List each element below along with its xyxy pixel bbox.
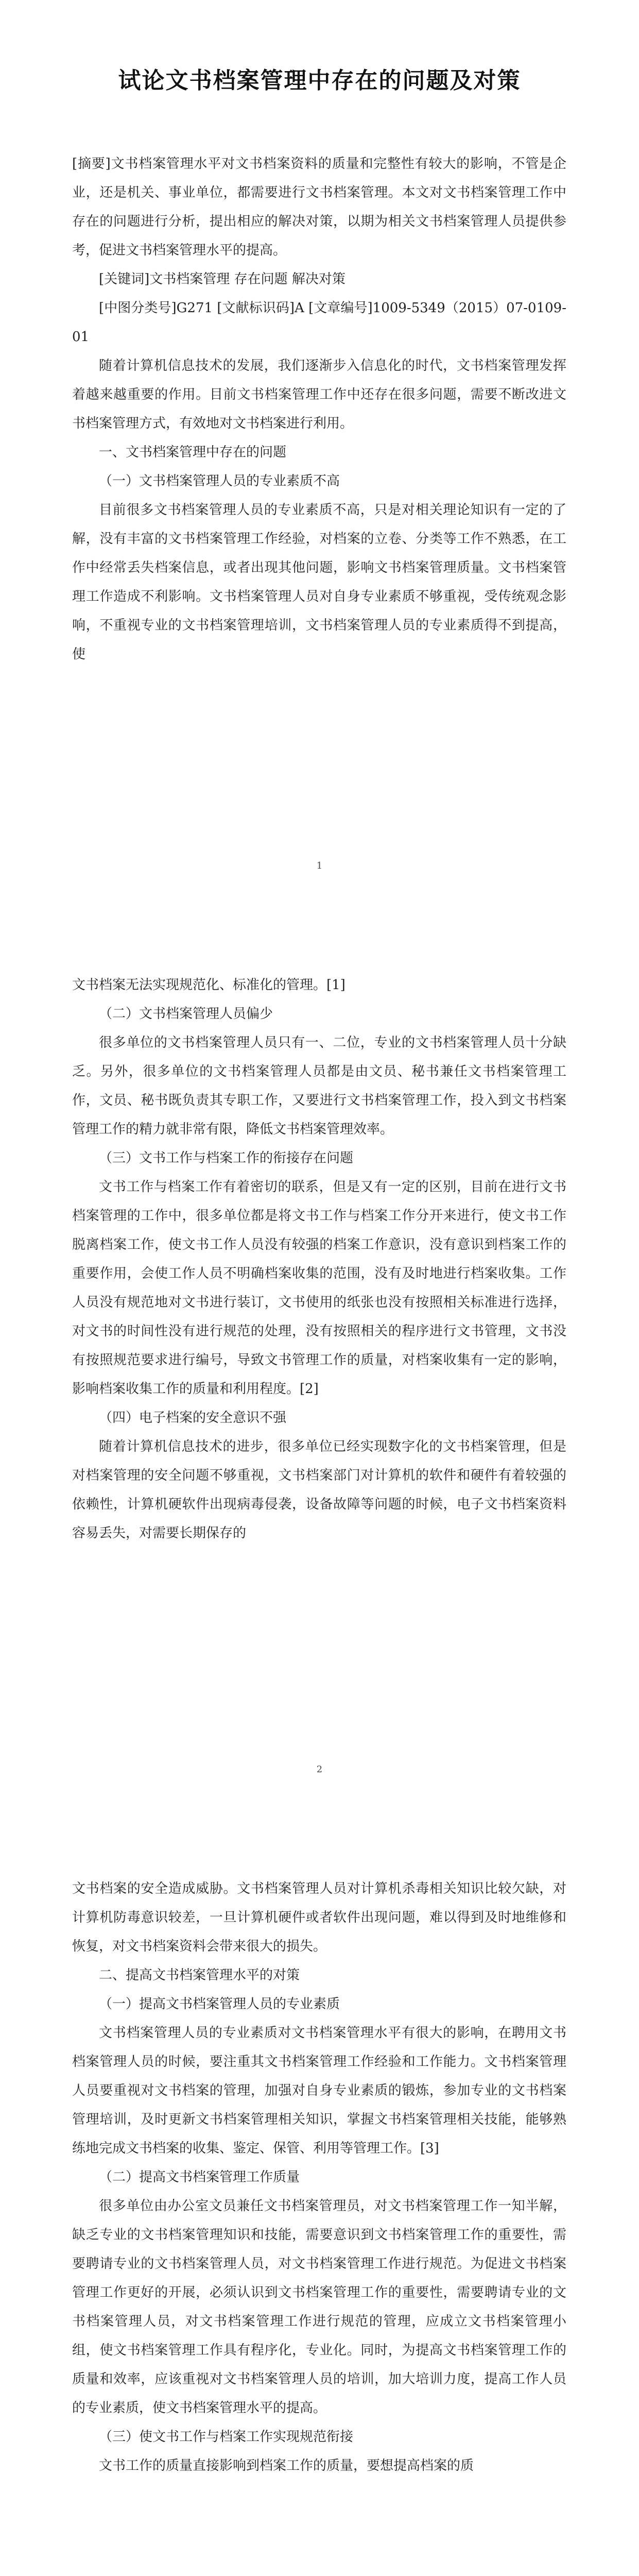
body-paragraph: 文书工作的质量直接影响到档案工作的质量，要想提高档案的质 (99, 2458, 474, 2473)
subsection-heading: （一）提高文书档案管理人员的专业素质 (99, 1996, 340, 2012)
subsection-heading: （一）文书档案管理人员的专业素质不高 (99, 473, 340, 489)
subsection-heading: （二）文书档案管理人员偏少 (99, 1006, 273, 1022)
body-paragraph: 很多单位由办公室文员兼任文书档案管理员，对文书档案管理工作一知半解，缺乏专业的文书档案管理知识和技能，需要意识到文书档案管理工作的重要性，需要聘请专业的文书档案管理人员，对文书档案管理工作进行规范。为促进文书档案管理工作更好的开展，必须认识到文书档案管理工作的重要性，需要聘请专业的文书档案管理人员，对文书档案管理工作进行规范的管理，应成立文书档案管理小组，使文书档案管理工作具有程序化，专业化。同时，为提高文书档案管理工作的质量和效率，应该重视对文书档案管理人员的培训，加大培训力度，提高工作人员的专业素质，使文书档案管理水平的提高。 (72, 2198, 566, 2416)
body-paragraph: 文书档案的安全造成威胁。文书档案管理人员对计算机杀毒相关知识比较欠缺，对计算机防毒意识较差，一旦计算机硬件或者软件出现问题，难以得到及时地维修和恢复，对文书档案资料会带来很大的损失。 (72, 1881, 566, 1954)
body-paragraph: 随着计算机信息技术的发展，我们逐渐步入信息化的时代，文书档案管理发挥着越来越重要的作用。目前文书档案管理工作中还存在很多问题，需要不断改进文书档案管理方式，有效地对文书档案进行利用。 (72, 358, 566, 431)
body-paragraph: 文书工作与档案工作有着密切的联系，但是又有一定的区别，目前在进行文书档案管理的工作中，很多单位都是将文书工作与档案工作分开来进行，使文书工作脱离档案工作，使文书工作人员没有较强的档案工作意识，没有意识到档案工作的重要作用，会使工作人员不明确档案收集的范围，没有及时地进行档案收集。工作人员没有规范地对文书进行装订，文书使用的纸张也没有按照相关标准进行选择，对文书的时间性没有进行规范的处理，没有按照相关的程序进行文书管理，文书没有按照规范要求进行编号，导致文书管理工作的质量，对档案收集有一定的影响，影响档案收集工作的质量和利用程度。[2] (72, 1179, 566, 1397)
classification-paragraph: [中图分类号]G271 [文献标识码]A [文章编号]1009-5349（2015）07-0109-01 (72, 300, 566, 345)
page-body (72, 971, 566, 1548)
subsection-heading: （二）提高文书档案管理工作质量 (99, 2170, 300, 2185)
page-number: 1 (316, 860, 323, 871)
page (0, 0, 639, 904)
page-number: 2 (316, 1764, 323, 1775)
page-body (72, 149, 566, 669)
page-body (72, 1874, 566, 2480)
subsection-heading: （四）电子档案的安全意识不强 (99, 1410, 287, 1426)
page (0, 1807, 639, 2576)
subsection-heading: （三）使文书工作与档案工作实现规范衔接 (99, 2429, 354, 2445)
body-paragraph: 目前很多文书档案管理人员的专业素质不高，只是对相关理论知识有一定的了解，没有丰富的文书档案管理工作经验，对档案的立卷、分类等工作不熟悉，在工作中经常丢失档案信息，或者出现其他问题，影响文书档案管理质量。文书档案管理工作造成不利影响。文书档案管理人员对自身专业素质不够重视，受传统观念影响，不重视专业的文书档案管理培训，文书档案管理人员的专业素质得不到提高，使 (72, 502, 566, 662)
body-paragraph: 很多单位的文书档案管理人员只有一、二位，专业的文书档案管理人员十分缺乏。另外，很多单位的文书档案管理人员都是由文员、秘书兼任文书档案管理工作，文员、秘书既负责其专职工作，又要进行文书档案管理工作，投入到文书档案管理工作的精力就非常有限，降低文书档案管理效率。 (72, 1035, 566, 1137)
body-paragraph: 文书档案无法实现规范化、标准化的管理。[1] (72, 977, 346, 993)
body-paragraph: 文书档案管理人员的专业素质对文书档案管理水平有很大的影响，在聘用文书档案管理人员的时候，要注重其文书档案管理工作经验和工作能力。文书档案管理人员要重视对文书档案的管理，加强对自身专业素质的锻炼，参加专业的文书档案管理培训，及时更新文书档案管理相关知识，掌握文书档案管理相关技能，能够熟练地完成文书档案的收集、鉴定、保管、利用等管理工作。[3] (72, 2025, 566, 2156)
keywords-paragraph: [关键词]文书档案管理 存在问题 解决对策 (99, 272, 346, 287)
body-paragraph: 随着计算机信息技术的进步，很多单位已经实现数字化的文书档案管理，但是对档案管理的安全问题不够重视，文书档案部门对计算机的软件和硬件有着较强的依赖性，计算机硬软件出现病毒侵袭，设备故障等问题的时候，电子文书档案资料容易丢失，对需要长期保存的 (72, 1439, 566, 1541)
subsection-heading: （三）文书工作与档案工作的衔接存在问题 (99, 1150, 354, 1166)
abstract-paragraph: [摘要]文书档案管理水平对文书档案资料的质量和完整性有较大的影响，不管是企业，还是机关、事业单位，都需要进行文书档案管理。本文对文书档案管理工作中存在的问题进行分析，提出相应的解决对策，以期为相关文书档案管理人员提供参考，促进文书档案管理水平的提高。 (72, 156, 566, 258)
section-heading: 一、文书档案管理中存在的问题 (99, 445, 287, 460)
paper-title: 试论文书档案管理中存在的问题及对策 (118, 67, 521, 94)
page (0, 904, 639, 1807)
section-heading: 二、提高文书档案管理水平的对策 (99, 1968, 300, 1983)
